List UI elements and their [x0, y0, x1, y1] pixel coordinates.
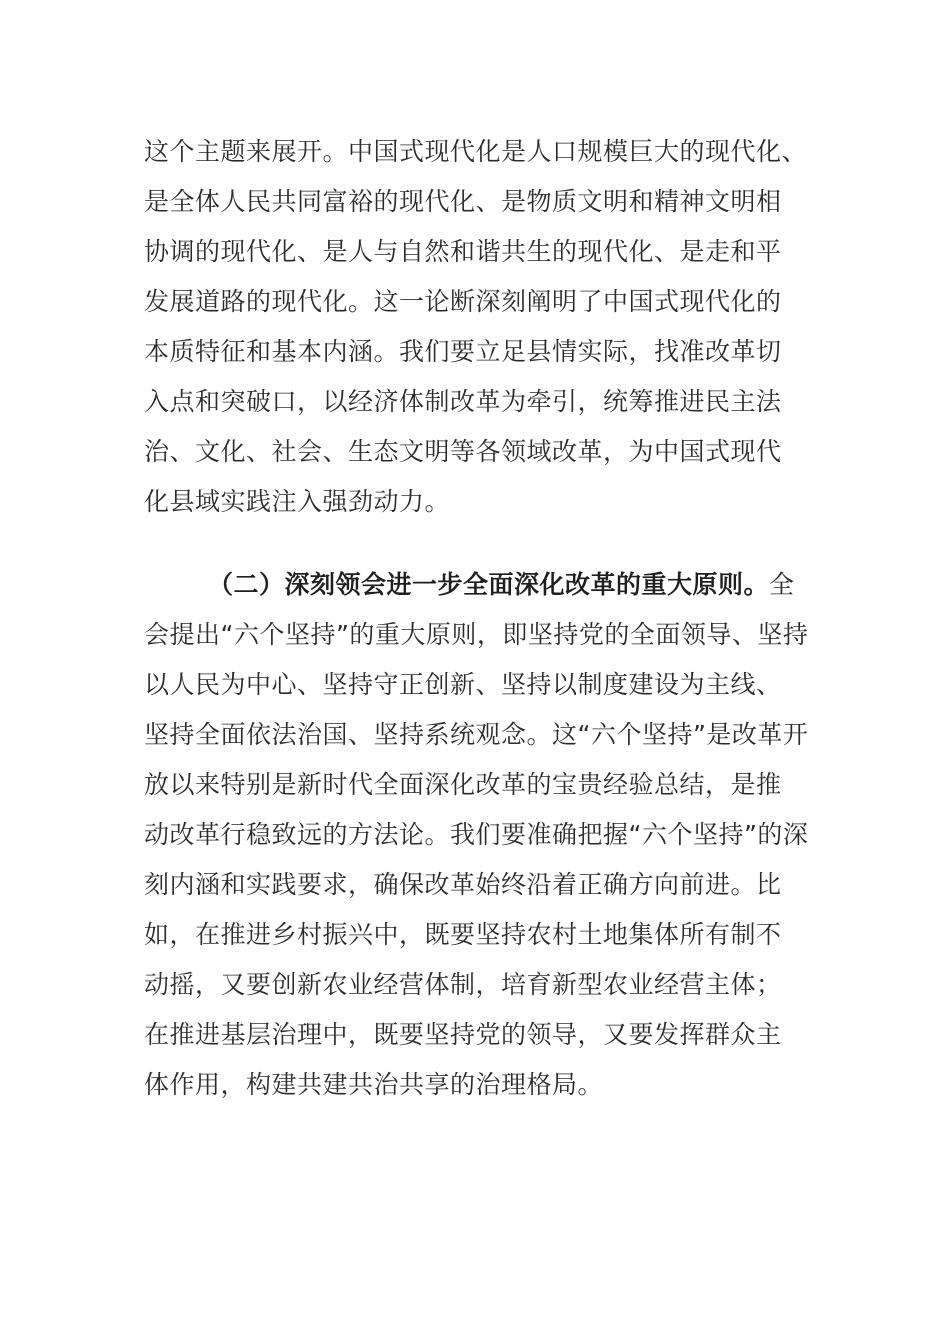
- paragraph-line: 入点和突破口，以经济体制改革为牵引，统筹推进民主法: [144, 387, 782, 416]
- paragraph-line: 放以来特别是新时代全面深化改革的宝贵经验总结，是推: [144, 770, 782, 799]
- paragraph-line: 化县域实践注入强劲动力。: [144, 487, 451, 516]
- paragraph-line: 体作用，构建共建共治共享的治理格局。: [144, 1070, 604, 1099]
- heading-continuation: 全: [769, 570, 795, 599]
- paragraph-line: 在推进基层治理中，既要坚持党的领导，又要发挥群众主: [144, 1020, 782, 1049]
- paragraph-line: 刻内涵和实践要求，确保改革始终沿着正确方向前进。比: [144, 870, 782, 899]
- paragraph-line: 会提出“六个坚持”的重大原则，即坚持党的全面领导、坚持: [144, 620, 809, 649]
- paragraph-first-line: [144, 560, 804, 610]
- paragraph-line: 动摇，又要创新农业经营体制，培育新型农业经营主体；: [144, 970, 782, 999]
- paragraph-line: 如，在推进乡村振兴中，既要坚持农村土地集体所有制不: [144, 920, 782, 949]
- paragraph-line: 发展道路的现代化。这一论断深刻阐明了中国式现代化的: [144, 287, 782, 316]
- paragraph-line: 本质特征和基本内涵。我们要立足县情实际，找准改革切: [144, 337, 782, 366]
- section-heading: （二）深刻领会进一步全面深化改革的重大原则。: [208, 570, 770, 599]
- paragraph-line: 这个主题来展开。中国式现代化是人口规模巨大的现代化、: [144, 137, 808, 166]
- paragraph-line: 坚持全面依法治国、坚持系统观念。这“六个坚持”是改革开: [144, 720, 809, 749]
- paragraph-line: 是全体人民共同富裕的现代化、是物质文明和精神文明相: [144, 187, 782, 216]
- paragraph-line: 以人民为中心、坚持守正创新、坚持以制度建设为主线、: [144, 670, 782, 699]
- paragraph-1: [144, 127, 808, 527]
- paragraph-line: 治、文化、社会、生态文明等各领域改革，为中国式现代: [144, 437, 782, 466]
- paragraph-line: 协调的现代化、是人与自然和谐共生的现代化、是走和平: [144, 237, 782, 266]
- paragraph-line: 动改革行稳致远的方法论。我们要准确把握“六个坚持”的深: [144, 820, 809, 849]
- paragraph-2: [144, 560, 809, 1110]
